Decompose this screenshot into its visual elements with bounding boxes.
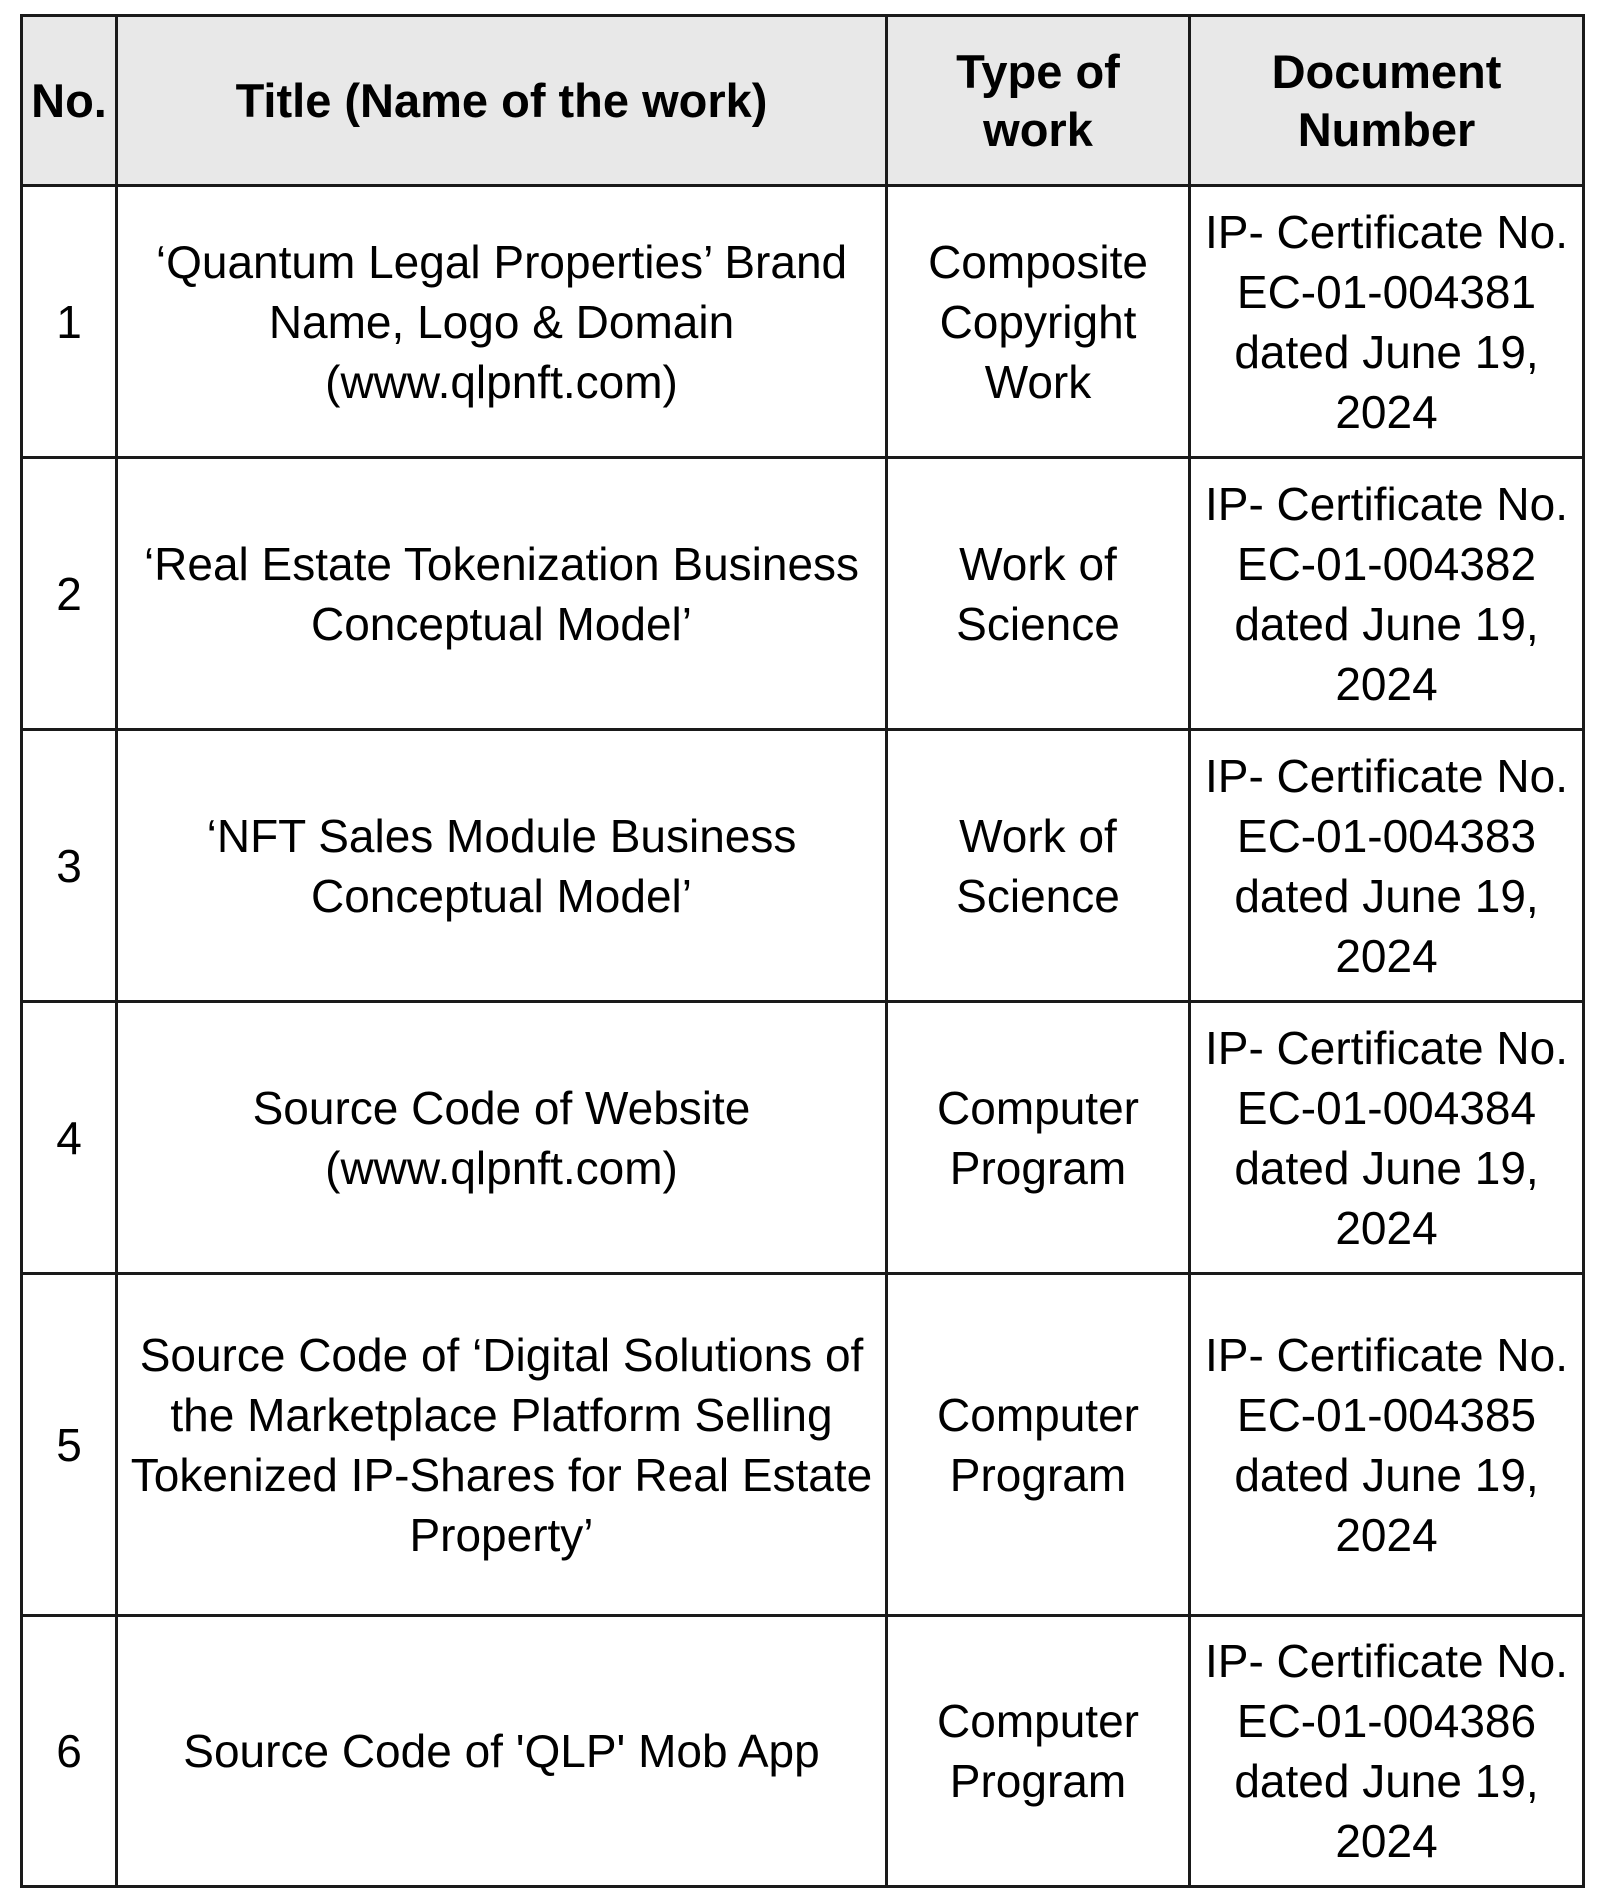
ip-certificates-table bbox=[20, 14, 1585, 1888]
work-title: Source Code of 'QLP' Mob App bbox=[117, 1615, 887, 1886]
header-type: Type of work bbox=[887, 16, 1190, 186]
document-number: IP- Certificate No. EC-01-004381 dated June 19, 2024 bbox=[1190, 186, 1584, 458]
table-header-row bbox=[22, 16, 1584, 186]
table-row bbox=[22, 458, 1584, 730]
work-type: Work of Science bbox=[887, 458, 1190, 730]
header-document-number: Document Number bbox=[1190, 16, 1584, 186]
row-number: 2 bbox=[22, 458, 117, 730]
document-number: IP- Certificate No. EC-01-004386 dated June 19, 2024 bbox=[1190, 1615, 1584, 1886]
work-title: ‘NFT Sales Module Business Conceptual Model’ bbox=[117, 730, 887, 1002]
document-number: IP- Certificate No. EC-01-004382 dated June 19, 2024 bbox=[1190, 458, 1584, 730]
document-number: IP- Certificate No. EC-01-004385 dated June 19, 2024 bbox=[1190, 1274, 1584, 1615]
table-row bbox=[22, 1002, 1584, 1274]
row-number: 3 bbox=[22, 730, 117, 1002]
work-type: Computer Program bbox=[887, 1002, 1190, 1274]
row-number: 6 bbox=[22, 1615, 117, 1886]
work-type: Computer Program bbox=[887, 1615, 1190, 1886]
row-number: 1 bbox=[22, 186, 117, 458]
work-title: ‘Quantum Legal Properties’ Brand Name, Logo & Domain (www.qlpnft.com) bbox=[117, 186, 887, 458]
document-number: IP- Certificate No. EC-01-004383 dated June 19, 2024 bbox=[1190, 730, 1584, 1002]
row-number: 5 bbox=[22, 1274, 117, 1615]
header-no: No. bbox=[22, 16, 117, 186]
work-title: Source Code of ‘Digital Solutions of the Marketplace Platform Selling Tokenized IP-Shares for Real Estate Property’ bbox=[117, 1274, 887, 1615]
row-number: 4 bbox=[22, 1002, 117, 1274]
work-title: ‘Real Estate Tokenization Business Conceptual Model’ bbox=[117, 458, 887, 730]
work-type: Composite Copyright Work bbox=[887, 186, 1190, 458]
header-title: Title (Name of the work) bbox=[117, 16, 887, 186]
table-row bbox=[22, 730, 1584, 1002]
table-row bbox=[22, 186, 1584, 458]
work-type: Work of Science bbox=[887, 730, 1190, 1002]
table-row bbox=[22, 1615, 1584, 1886]
work-title: Source Code of Website (www.qlpnft.com) bbox=[117, 1002, 887, 1274]
document-number: IP- Certificate No. EC-01-004384 dated June 19, 2024 bbox=[1190, 1002, 1584, 1274]
table-row bbox=[22, 1274, 1584, 1615]
work-type: Computer Program bbox=[887, 1274, 1190, 1615]
